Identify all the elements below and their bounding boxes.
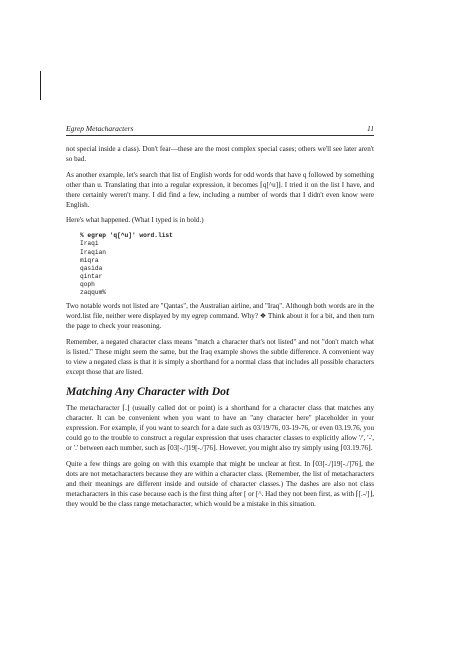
code-output-line: qintar	[80, 272, 103, 280]
running-section-title: Egrep Metacharacters	[66, 124, 134, 133]
paragraph-7: Quite a few things are going on with this example that might be unclear at first. In ⌈03[-./]19[-./]76⌋, the dots are not metacharacters because they are within a character class. (Remember, the list of metacharacters and their meanings are different inside and outside of character classes.) The dashes are also not class metacharacters in this case because each is the first thing after [ or [^. Had they not been first, as with ⌈[.-/]⌋, they would be the class range metacharacter, which would be a mistake in this situation.	[66, 459, 374, 508]
running-header	[66, 124, 374, 136]
paragraph-5: Remember, a negated character class means "match a character that's not listed" and not "don't match what is listed." These might seem the same, but the Iraq example shows the subtle difference. A convenient way to view a negated class is that it is simply a shorthand for a normal class that includes all possible characters except those that are listed.	[66, 337, 374, 376]
paragraph-6: The metacharacter ⌈.⌋ (usually called dot or point) is a shorthand for a character class that matches any character. It can be convenient when you want to have an "any character here" placeholder in your expression. For example, if you want to search for a date such as 03/19/76, 03-19-76, or even 03.19.76, you could go to the trouble to construct a regular expression that uses character classes to explicitly allow '/', '-', or '.' between each number, such as ⌈03[-./]19[-./]76⌋. However, you might also try simply using ⌈03.19.76⌋.	[66, 404, 374, 453]
code-output-line: miqra	[80, 256, 99, 264]
paragraph-3: Here's what happened. (What I typed is in bold.)	[66, 216, 204, 225]
section-heading: Matching Any Character with Dot	[66, 385, 230, 399]
page-number: 11	[367, 124, 374, 133]
header-rule	[66, 135, 374, 136]
code-example	[80, 232, 374, 297]
code-output-line: zaqqum%	[80, 289, 106, 296]
code-command: % egrep 'q[^u]' word.list	[80, 232, 173, 240]
code-output-line: qoph	[80, 280, 95, 288]
margin-change-bar	[40, 71, 41, 100]
code-output-line: qasida	[80, 264, 103, 272]
paragraph-1: not special inside a class). Don't fear—these are the most complex special cases; others we'll see later aren't so bad.	[66, 145, 374, 163]
paragraph-4: Two notable words not listed are "Qantas", the Australian airline, and "Iraq". Although both words are in the word.list file, neither were displayed by my egrep command. Why? ❖ Think about it for a bit, and then turn the page to check your reasoning.	[66, 302, 374, 330]
code-output-line: Iraqian	[80, 248, 106, 256]
code-output-line: Iraqi	[80, 240, 99, 248]
paragraph-2: As another example, let's search that list of English words for odd words that have q followed by something other than u. Translating that into a regular expression, it becomes ⌈q[^u]⌋. I tried it on the list I have, and there certainly weren't many. I did find a few, including a number of words that I didn't even know were English.	[66, 170, 374, 209]
page-body	[66, 145, 374, 516]
